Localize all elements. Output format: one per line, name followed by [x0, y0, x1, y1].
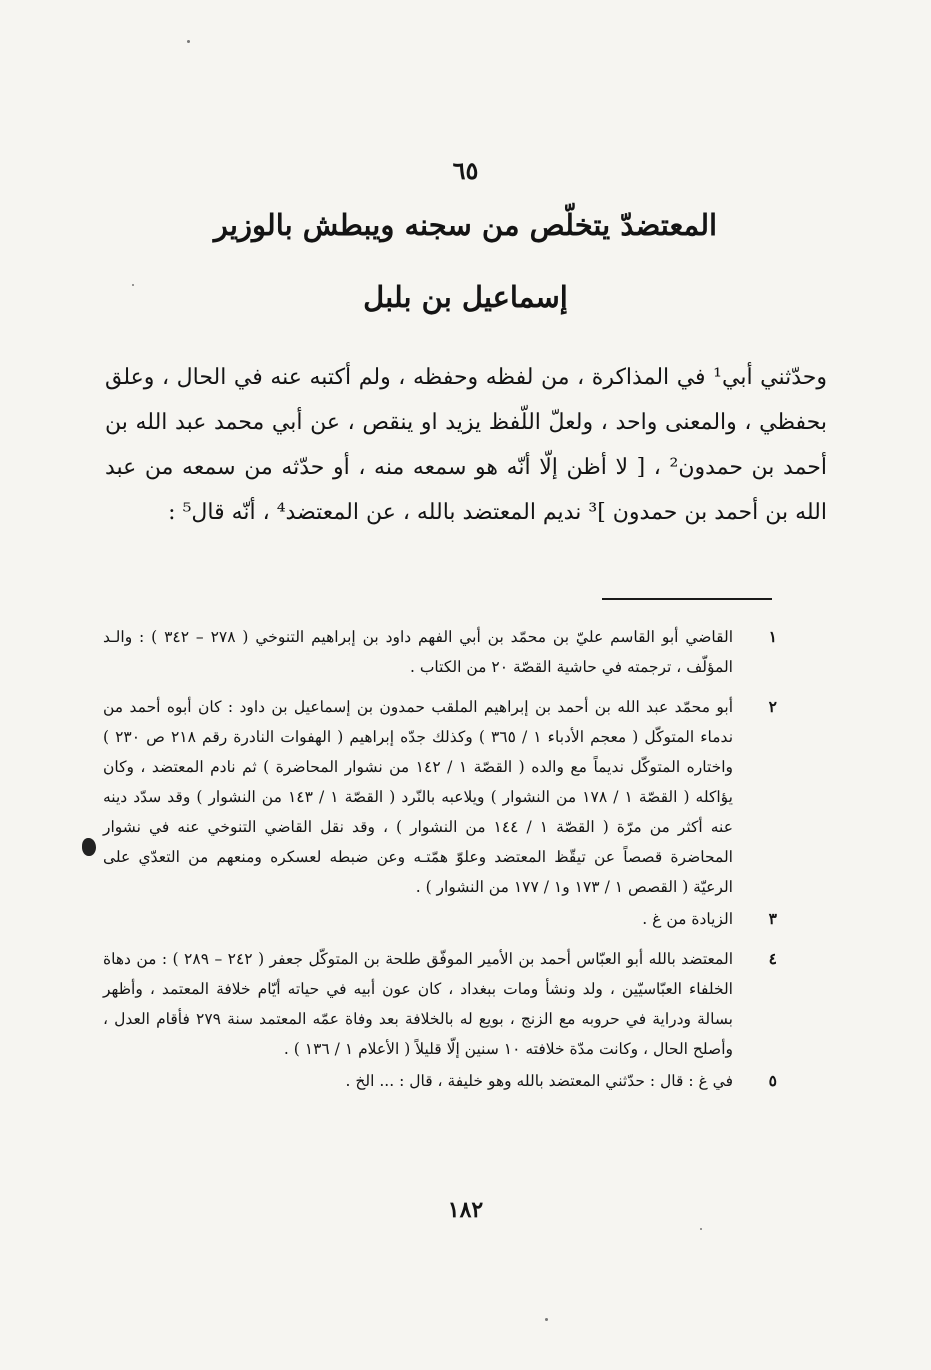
footnote-number: ٥	[768, 1071, 777, 1090]
footnote-text: القاضي أبو القاسم عليّ بن محمّد بن أبي الفهم داود بن إبراهيم التنوخي ( ٢٧٨ – ٣٤٢ ) : والـد المؤلّف ، ترجمته في حاشية القصّة ٢٠ من الكتاب .	[103, 628, 733, 676]
footnotes-section	[103, 622, 779, 1102]
story-title-line-1: المعتضدّ يتخلّص من سجنه ويبطش بالوزير	[213, 208, 718, 242]
footnote-1	[103, 622, 779, 682]
footnote-text: في غ : قال : حدّثني المعتضد بالله وهو خليفة ، قال : ... الخ .	[345, 1072, 733, 1090]
footnote-number: ٣	[768, 909, 777, 928]
footnote-number: ٢	[768, 697, 777, 716]
story-number: ٦٥	[452, 156, 479, 185]
body-paragraph	[105, 355, 827, 535]
footnote-5	[103, 1066, 779, 1096]
scan-speck	[545, 1318, 548, 1321]
footnote-number: ٤	[768, 949, 777, 968]
footnote-text: الزيادة من غ .	[642, 910, 733, 928]
footnote-separator-rule	[602, 598, 772, 600]
footnote-text: المعتضد بالله أبو العبّاس أحمد بن الأمير الموفّق طلحة بن المتوكّل جعفر ( ٢٤٢ – ٢٨٩ ) : من دهاة الخلفاء العبّاسيّين ، ولد ونشأ ومات ببغداد ، كان عون أبيه في حياته أيّام خلافة المعتمد ، وأظهر بسالة ودراية في حروبه مع الزنج ، بويع له بالخلافة بعد وفاة عمّه المعتمد سنة ٢٧٩ فأقام العدل ، وأصلح الحال ، وكانت مدّة خلافته ١٠ سنين إلّا قليلاً ( الأعلام ١ / ١٣٦ ) .	[103, 950, 733, 1058]
footnote-3	[103, 904, 779, 934]
scan-speck	[187, 40, 190, 43]
footnote-text: أبو محمّد عبد الله بن أحمد بن إبراهيم الملقب حمدون بن إسماعيل بن داود : كان أبوه أحمد من ندماء المتوكّل ( معجم الأدباء ١ / ٣٦٥ ) وكذلك جدّه إبراهيم ( الهفوات النادرة رقم ٢١٨ ص ٢٣٠ ) واختاره المتوكّل نديماً مع والده ( القصّة ١ / ١٤٢ من نشوار المحاضرة ) ثم نادم المعتضد ، وكان يؤاكله ( القصّة ١ / ١٧٨ من النشوار ) ويلاعبه بالنّرد ( القصّة ١ / ١٤٣ من النشوار ) وقد سدّد دينه عنه أكثر من مرّة ( القصّة ١ / ١٤٤ من النشوار ) ، وقد نقل القاضي التنوخي عنه في نشوار المحاضرة قصصاً عن تيقّظ المعتضد وعلوّ همّتـه وعن ضبطه لعسكره ومنعهم من التعدّي على الرعيّة ( القصص ١ / ١٧٣ و١ / ١٧٧ من النشوار ) .	[103, 698, 734, 896]
scan-speck	[700, 1228, 702, 1230]
footnote-number: ١	[768, 627, 777, 646]
page-number: ١٨٢	[447, 1197, 484, 1223]
story-title-line-2: إسماعيل بن بلبل	[363, 280, 568, 314]
footnote-4	[103, 944, 779, 1064]
body-paragraph-text: وحدّثني أبي¹ في المذاكرة ، من لفظه وحفظه ، ولم أكتبه عنه في الحال ، وعلق بحفظي ، والمعنى واحد ، ولعلّ اللّفظ يزيد او ينقص ، عن أبي محمد عبد الله بن أحمد بن حمدون² ، [ لا أظن إلّا أنّه هو سمعه منه ، أو حدّثه من سمعه من عبد الله بن أحمد بن حمدون ]³ نديم المعتضد بالله ، عن المعتضد⁴ ، أنّه قال⁵ :	[105, 365, 828, 525]
ink-blot	[82, 838, 96, 856]
footnote-2	[103, 692, 779, 902]
